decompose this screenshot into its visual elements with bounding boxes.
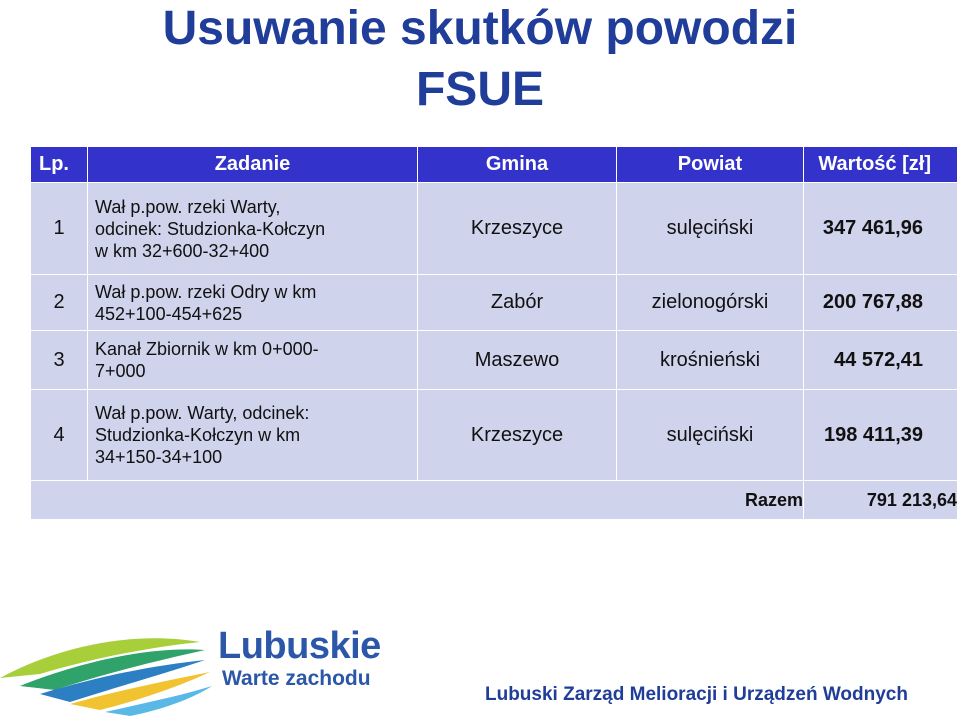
- table-row: [31, 331, 958, 390]
- header-powiat: Powiat: [617, 147, 804, 183]
- task-line: Wał p.pow. rzeki Odry w km: [95, 281, 317, 302]
- task-line: odcinek: Studzionka-Kołczyn: [95, 218, 326, 239]
- table-row: [31, 390, 958, 481]
- row-powiat: zielonogórski: [617, 275, 804, 331]
- task-line: 34+150-34+100: [95, 447, 223, 467]
- header-wartosc: Wartość [zł]: [804, 147, 958, 183]
- footer-organization: Lubuski Zarząd Melioracji i Urządzeń Wodnych: [484, 684, 908, 705]
- row-gmina: Zabór: [418, 275, 617, 331]
- page-title-line-1: Usuwanie skutków powodzi: [162, 2, 798, 55]
- task-line: Wał p.pow. Warty, odcinek:: [95, 403, 310, 423]
- logo-name: Lubuskie: [218, 625, 381, 667]
- task-line: w km 32+600-32+400: [95, 240, 270, 261]
- row-task: [88, 331, 418, 390]
- total-label: Razem: [31, 481, 804, 520]
- row-task: [88, 183, 418, 275]
- table-row: [31, 183, 958, 275]
- row-task: [88, 390, 418, 481]
- header-gmina: Gmina: [418, 147, 617, 183]
- total-row: [31, 481, 958, 520]
- task-line: 7+000: [95, 361, 146, 381]
- table-row: [31, 275, 958, 331]
- task-line: 452+100-454+625: [95, 303, 243, 324]
- tasks-table: [30, 146, 958, 520]
- row-lp: 1: [31, 183, 88, 275]
- row-lp: 4: [31, 390, 88, 481]
- task-line: Studzionka-Kołczyn w km: [95, 425, 301, 445]
- logo-slogan: Warte zachodu: [222, 667, 371, 690]
- row-value: 44 572,41: [804, 331, 958, 390]
- row-value: 200 767,88: [804, 275, 958, 331]
- header-lp: Lp.: [31, 147, 88, 183]
- row-powiat: krośnieński: [617, 331, 804, 390]
- row-lp: 2: [31, 275, 88, 331]
- row-gmina: Krzeszyce: [418, 183, 617, 275]
- row-value: 198 411,39: [804, 390, 958, 481]
- row-task: [88, 275, 418, 331]
- table-header-row: [31, 147, 958, 183]
- task-line: Kanał Zbiornik w km 0+000-: [95, 339, 319, 359]
- row-powiat: sulęciński: [617, 390, 804, 481]
- row-gmina: Maszewo: [418, 331, 617, 390]
- row-lp: 3: [31, 331, 88, 390]
- task-line: Wał p.pow. rzeki Warty,: [95, 196, 281, 217]
- total-value: 791 213,64: [804, 481, 958, 520]
- row-powiat: sulęciński: [617, 183, 804, 275]
- page-title-line-2: FSUE: [415, 63, 544, 116]
- row-value: 347 461,96: [804, 183, 958, 275]
- header-zadanie: Zadanie: [88, 147, 418, 183]
- row-gmina: Krzeszyce: [418, 390, 617, 481]
